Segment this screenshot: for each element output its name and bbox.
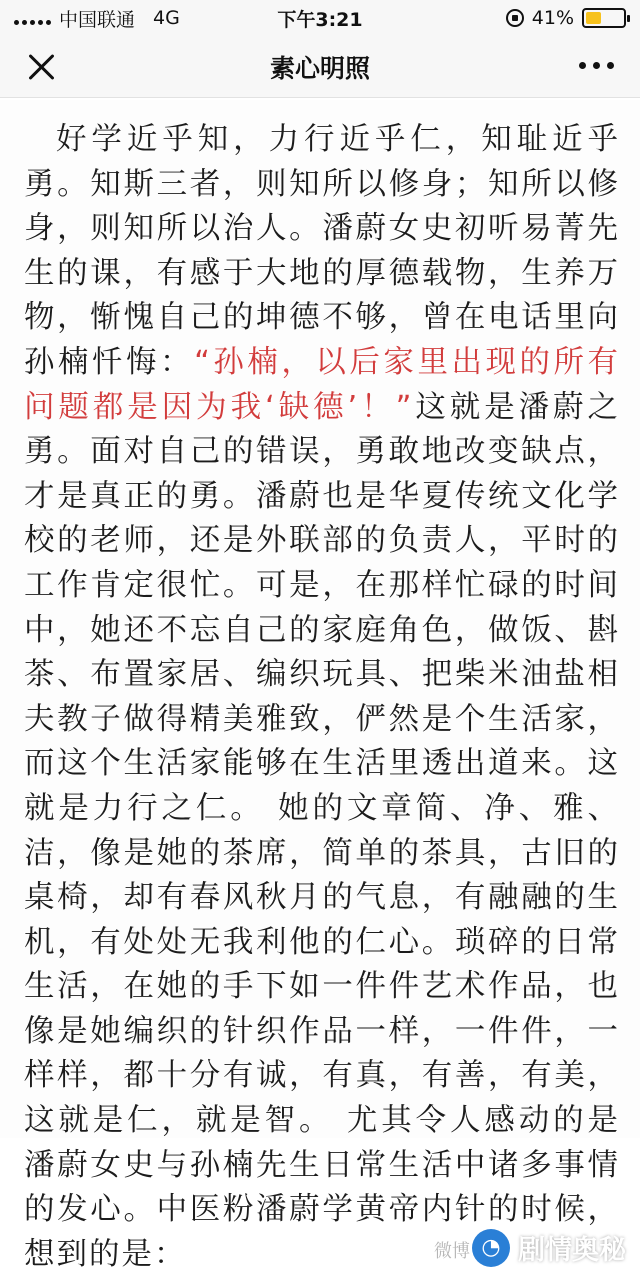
brand-watermark-text: 剧情奥秘 bbox=[518, 1235, 626, 1266]
article-text-body: 这就是潘蔚之勇。面对自己的错误，勇敢地改变缺点，才是真正的勇。潘蔚也是华夏传统文化学校的老师，还是外联部的负责人，平时的工作肯定很忙。可是，在那样忙碌的时间中，她还不忘自己的家庭角色，做饭、斟茶、布置家居、编织玩具、把柴米油盐相夫教子做得精美雅致，俨然是个生活家，而这个生活家能够在生活里透出道来。这就是力行之仁。 她的文章简、净、雅、洁，像是她的茶席，简单的茶具，古旧的桌椅，却有春风秋月的气息，有融融的生机，有处处无我利他的仁心。琐碎的日常生活，在她的手下如一件件艺术作品，也像是她编织的针织作品一样，一件件，一样样，都十分有诚，有真，有善，有美，这就是仁，就是智。 尤其令人感动的是潘蔚女史与孙楠先生日常生活中诸多事情的发心。中医粉潘蔚学黄帝内针的时候，想到的是： bbox=[24, 389, 620, 1272]
battery-percent: 41% bbox=[531, 7, 574, 29]
article-quote: “孙楠，以后家里出现的所有问题都是因为我‘缺德’！” bbox=[24, 344, 620, 425]
battery-fill bbox=[586, 12, 601, 24]
weibo-watermark: 微博 bbox=[434, 1241, 470, 1262]
status-left bbox=[14, 5, 180, 32]
page-title: 素心明照 bbox=[269, 53, 370, 83]
brand-logo-icon: ◔ bbox=[472, 1229, 510, 1267]
close-icon[interactable] bbox=[24, 50, 58, 84]
clock: 下午3:21 bbox=[277, 8, 363, 31]
status-bar bbox=[0, 0, 640, 36]
network-type: 4G bbox=[153, 7, 180, 29]
carrier-name: 中国联通 bbox=[59, 8, 136, 31]
brand-watermark bbox=[472, 1228, 626, 1267]
article-paragraph bbox=[24, 118, 620, 1277]
rotation-lock-icon bbox=[506, 9, 524, 27]
nav-bar bbox=[0, 36, 640, 98]
battery-icon bbox=[582, 8, 626, 28]
status-right bbox=[506, 7, 626, 29]
more-options-icon[interactable] bbox=[579, 62, 614, 69]
article-text-intro: 好学近乎知，力行近乎仁，知耻近乎勇。知斯三者，则知所以修身；知所以修身，则知所以治人。潘蔚女史初听易菁先生的课，有感于大地的厚德载物，生养万物，惭愧自己的坤德不够，曾在电话里向孙楠忏悔： bbox=[24, 122, 620, 380]
signal-strength-icon bbox=[14, 11, 51, 25]
